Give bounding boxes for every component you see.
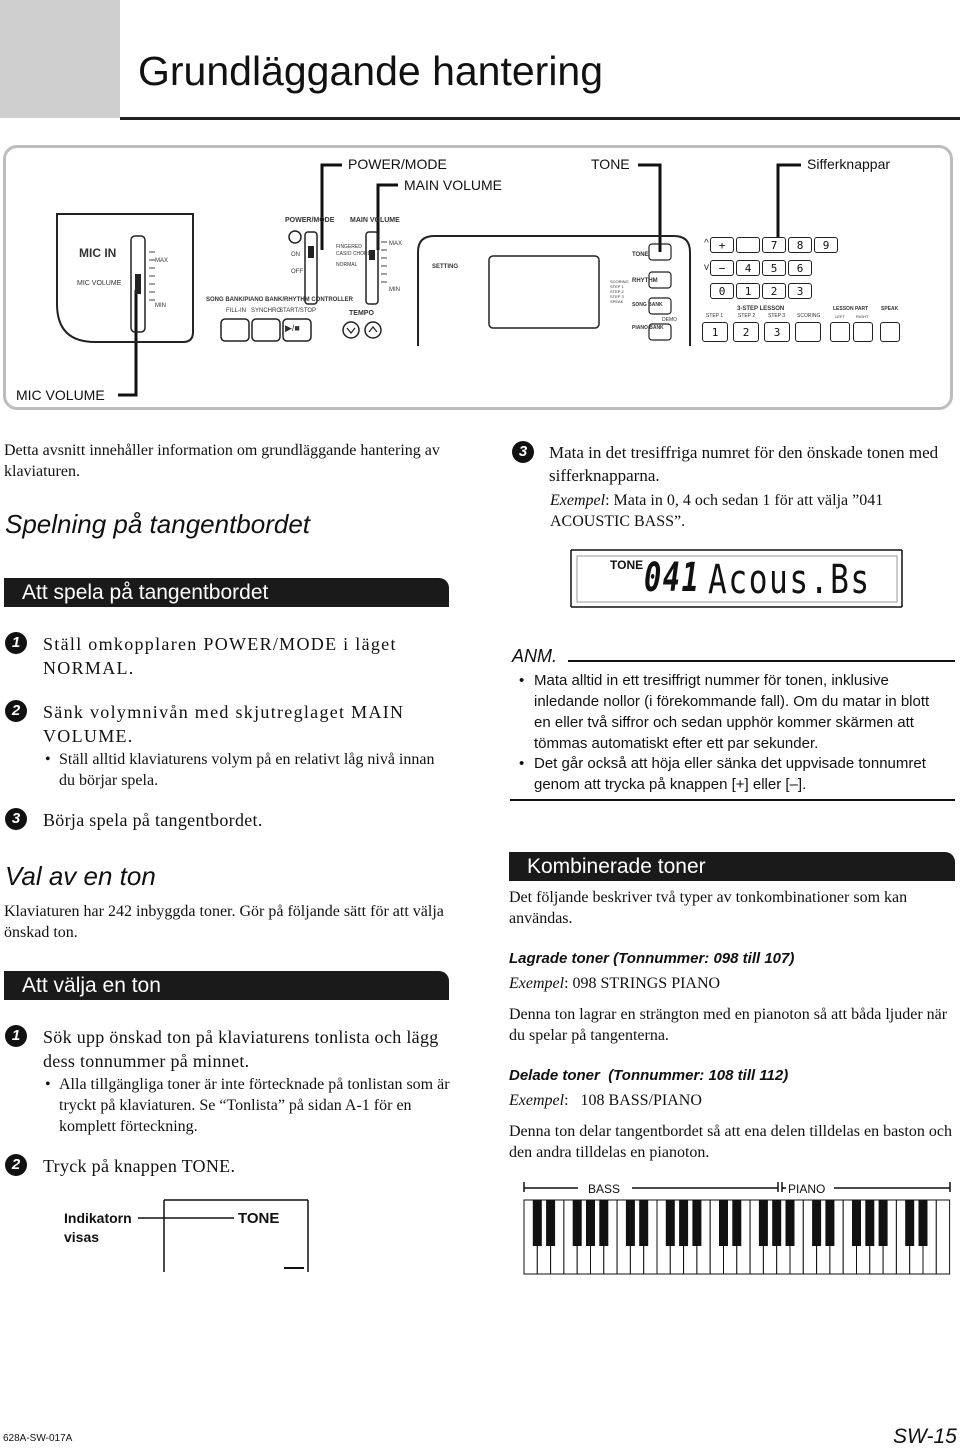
black-key	[692, 1200, 701, 1246]
select-step-1-text: Sök upp önskad ton på klaviaturens tonlista och lägg dess tonnummer på minnet.	[43, 1027, 439, 1071]
speak-label: SPEAK	[881, 306, 899, 312]
lesson-title: 3-STEP LESSON	[737, 306, 785, 312]
layered-example: Exempel: 098 STRINGS PIANO	[509, 975, 721, 992]
select-step-2-text: Tryck på knappen TONE.	[43, 1156, 236, 1176]
right-step-3-text: Mata in det tresiffriga numret för den önskade tonen med sifferknapparna.	[549, 443, 939, 485]
split-title: Delade toner (Tonnummer: 108 till 112)	[509, 1067, 789, 1084]
black-key	[546, 1200, 555, 1246]
lesson-key-3: 3	[764, 322, 790, 342]
bullet-dot-2: •	[45, 1076, 51, 1093]
anm-bullet-2: Det går också att höja eller sänka det uppvisade tonnumret genom att trycka på knappen [+] eller [–].	[534, 755, 926, 793]
right-example	[550, 490, 955, 532]
scoring-list: SCORING STEP 1 STEP 2 STEP 3 SPEAK	[610, 279, 629, 304]
header-rule	[120, 117, 960, 120]
indicator-label: Indikatorn visas	[64, 1210, 132, 1245]
step-3-marker: 3	[5, 808, 27, 830]
up-arrow-glyph: ^	[704, 238, 709, 249]
example-label: Exempel	[550, 492, 606, 509]
right-hand-key	[853, 322, 873, 342]
tone-intro: Klaviaturen har 242 inbyggda toner. Gör på följande sätt för att välja önskad ton.	[4, 903, 444, 941]
setting-label: SETTING	[432, 264, 459, 270]
volume-min: MIN	[389, 287, 400, 293]
rhythm-printed: RHYTHM	[632, 278, 658, 284]
example-text: : Mata in 0, 4 och sedan 1 för att välja ”041 ACOUSTIC BASS”.	[550, 492, 884, 530]
indicator-tone-label: TONE	[238, 1210, 280, 1227]
callout-tone: TONE	[591, 156, 630, 172]
black-key	[666, 1200, 675, 1246]
mic-max: MAX	[155, 258, 169, 264]
step3-label: STEP 3	[768, 313, 786, 319]
mic-in-label: MIC IN	[79, 246, 117, 260]
page-title: Grundläggande hantering	[138, 48, 604, 94]
step-2-marker: 2	[5, 700, 27, 722]
speak-key	[880, 322, 900, 342]
black-key	[786, 1200, 795, 1246]
start-stop-label: START/STOP	[279, 308, 317, 314]
plus-key: +	[710, 237, 734, 253]
layered-text: Denna ton lagrar en strängton med en pianoton så att båda ljuder när du spelar på tangenterna.	[509, 1006, 948, 1044]
minus-key: −	[710, 260, 734, 276]
mic-volume-printed: MIC VOLUME	[77, 280, 122, 287]
normal-label: NORMAL	[336, 262, 358, 268]
lesson-key-1: 1	[702, 322, 728, 342]
step2-label: STEP 2	[738, 313, 756, 319]
black-key	[865, 1200, 874, 1246]
combined-intro: Det följande beskriver två typer av tonkombinationer som kan användas.	[509, 889, 908, 927]
digit-key-3: 3	[788, 283, 812, 299]
black-key	[812, 1200, 821, 1246]
black-key	[719, 1200, 728, 1246]
callout-power-mode: POWER/MODE	[348, 156, 447, 172]
bullet-dot: •	[45, 751, 51, 768]
right-step-3-marker: 3	[512, 441, 534, 463]
tone-printed: TONE	[632, 252, 649, 258]
left-label: LEFT	[835, 314, 845, 319]
volume-max: MAX	[389, 241, 403, 247]
fingered-label: FINGERED	[336, 244, 362, 250]
layered-title: Lagrade toner (Tonnummer: 098 till 107)	[509, 950, 795, 967]
black-key	[732, 1200, 741, 1246]
left-hand-key	[830, 322, 850, 342]
anm-title: ANM.	[512, 646, 557, 666]
lesson-part-label: LESSON PART	[833, 306, 869, 312]
black-key	[639, 1200, 648, 1246]
digit-key-7: 7	[762, 237, 786, 253]
callout-main-volume: MAIN VOLUME	[404, 177, 503, 193]
digit-key-0: 0	[710, 283, 734, 299]
mic-in-panel	[55, 212, 195, 344]
song-bank-printed: SONG BANK	[632, 302, 663, 308]
synchro-label: SYNCHRO	[251, 308, 282, 314]
black-key	[919, 1200, 928, 1246]
anm-rule	[568, 660, 955, 662]
lcd-tone-label: TONE	[610, 558, 644, 572]
callout-mic-volume: MIC VOLUME	[16, 387, 105, 403]
split-text: Denna ton delar tangentbordet så att ena delen tilldelas en baston och den andra tilldelas en pianoton.	[509, 1123, 952, 1161]
digit-key-4: 4	[736, 260, 760, 276]
down-arrow-glyph: v	[704, 262, 709, 273]
right-label: RIGHT	[856, 314, 869, 319]
digit-key-1: 1	[736, 283, 760, 299]
split-example: Exempel: 108 BASS/PIANO	[509, 1092, 702, 1109]
black-key	[599, 1200, 608, 1246]
digit-key-5: 5	[762, 260, 786, 276]
main-volume-printed: MAIN VOLUME	[350, 217, 400, 224]
section-bar-select-tone: Att välja en ton	[4, 971, 449, 1000]
black-key	[626, 1200, 635, 1246]
kb-bass-label: BASS	[588, 1182, 621, 1196]
digit-key-8: 8	[788, 237, 812, 253]
digit-key-6: 6	[788, 260, 812, 276]
section-heading-playing: Spelning på tangentbordet	[5, 509, 311, 539]
anm-bullet-dot-1: •	[519, 672, 525, 689]
lcd-tone-number: 041	[644, 555, 701, 601]
lesson-key-2: 2	[733, 322, 759, 342]
step-2-text: Sänk volymnivån med skjutreglaget MAIN VOLUME.	[43, 702, 405, 746]
song-bank-row-label: SONG BANK/PIANO BANK/RHYTHM CONTROLLER	[206, 297, 353, 303]
select-step-1-bullet: Alla tillgängliga toner är inte förtecknade på tonlistan som är tryckt på klaviaturen. Se “Tonlista” på sidan A-1 för en komplett förteckning.	[59, 1076, 450, 1135]
black-key	[772, 1200, 781, 1246]
step-1-marker: 1	[5, 632, 27, 654]
step-1-text: Ställ omkopplaren POWER/MODE i läget NORMAL.	[43, 634, 397, 678]
header-gray-block	[0, 0, 120, 118]
fill-in-label: FILL-IN	[226, 308, 247, 314]
power-volume-sliders	[283, 228, 418, 308]
anm-bottom-rule	[510, 799, 955, 801]
black-key	[852, 1200, 861, 1246]
rhythm-controller-buttons	[218, 316, 393, 346]
lcd-housing	[414, 232, 694, 350]
off-label: OFF	[291, 269, 303, 275]
step-3-text: Börja spela på tangentbordet.	[43, 810, 263, 830]
lcd-tone-name: Acous.Bs	[708, 557, 871, 603]
footer-code: 628A-SW-017A	[3, 1433, 73, 1444]
black-key	[533, 1200, 542, 1246]
anm-bullet-dot-2: •	[519, 755, 525, 772]
digit-key-9: 9	[814, 237, 838, 253]
section-bar-combined: Kombinerade toner	[509, 852, 955, 881]
black-key	[586, 1200, 595, 1246]
on-label: ON	[291, 252, 300, 258]
black-key	[759, 1200, 768, 1246]
indicator-lcd	[138, 1198, 310, 1274]
callout-digit-keys: Sifferknappar	[807, 156, 891, 172]
casio-chord-label: CASIO CHORD	[336, 251, 372, 257]
section-bar-playing: Att spela på tangentbordet	[4, 578, 449, 607]
piano-bank-printed: PIANO BANK	[632, 325, 664, 331]
black-key	[879, 1200, 888, 1246]
anm-bullet-1: Mata alltid in ett tresiffrigt nummer för tonen, inklusive inledande nollor (i förekommande fall). Om du matar in blott en eller två siffror och sedan upphör kommer skärmen att tömmas automatiskt efter ett par sekunder.	[534, 672, 930, 752]
mic-min: MIN	[155, 303, 166, 309]
intro-text: Detta avsnitt innehåller information om grundläggande hantering av klaviaturen.	[4, 442, 440, 480]
scoring-label: SCORING	[797, 313, 821, 319]
digit-key-2: 2	[762, 283, 786, 299]
select-step-1-marker: 1	[5, 1025, 27, 1047]
footer-page-number: SW-15	[893, 1425, 957, 1448]
play-stop-glyph: ▶/■	[285, 323, 300, 333]
digit-key-blank	[736, 237, 760, 253]
black-key	[905, 1200, 914, 1246]
demo-printed: DEMO	[662, 317, 677, 323]
black-key	[573, 1200, 582, 1246]
step-2-bullet: Ställ alltid klaviaturens volym på en relativt låg nivå innan du börjar spela.	[59, 751, 435, 789]
black-key	[679, 1200, 688, 1246]
black-key	[825, 1200, 834, 1246]
tempo-label: TEMPO	[349, 310, 374, 317]
scoring-key	[795, 322, 821, 342]
step1-label: STEP 1	[706, 313, 724, 319]
white-key	[936, 1200, 949, 1274]
section-heading-tone: Val av en ton	[5, 861, 156, 891]
split-keyboard	[520, 1178, 956, 1278]
power-mode-printed: POWER/MODE	[285, 217, 335, 224]
select-step-2-marker: 2	[5, 1154, 27, 1176]
kb-piano-label: PIANO	[788, 1182, 826, 1196]
